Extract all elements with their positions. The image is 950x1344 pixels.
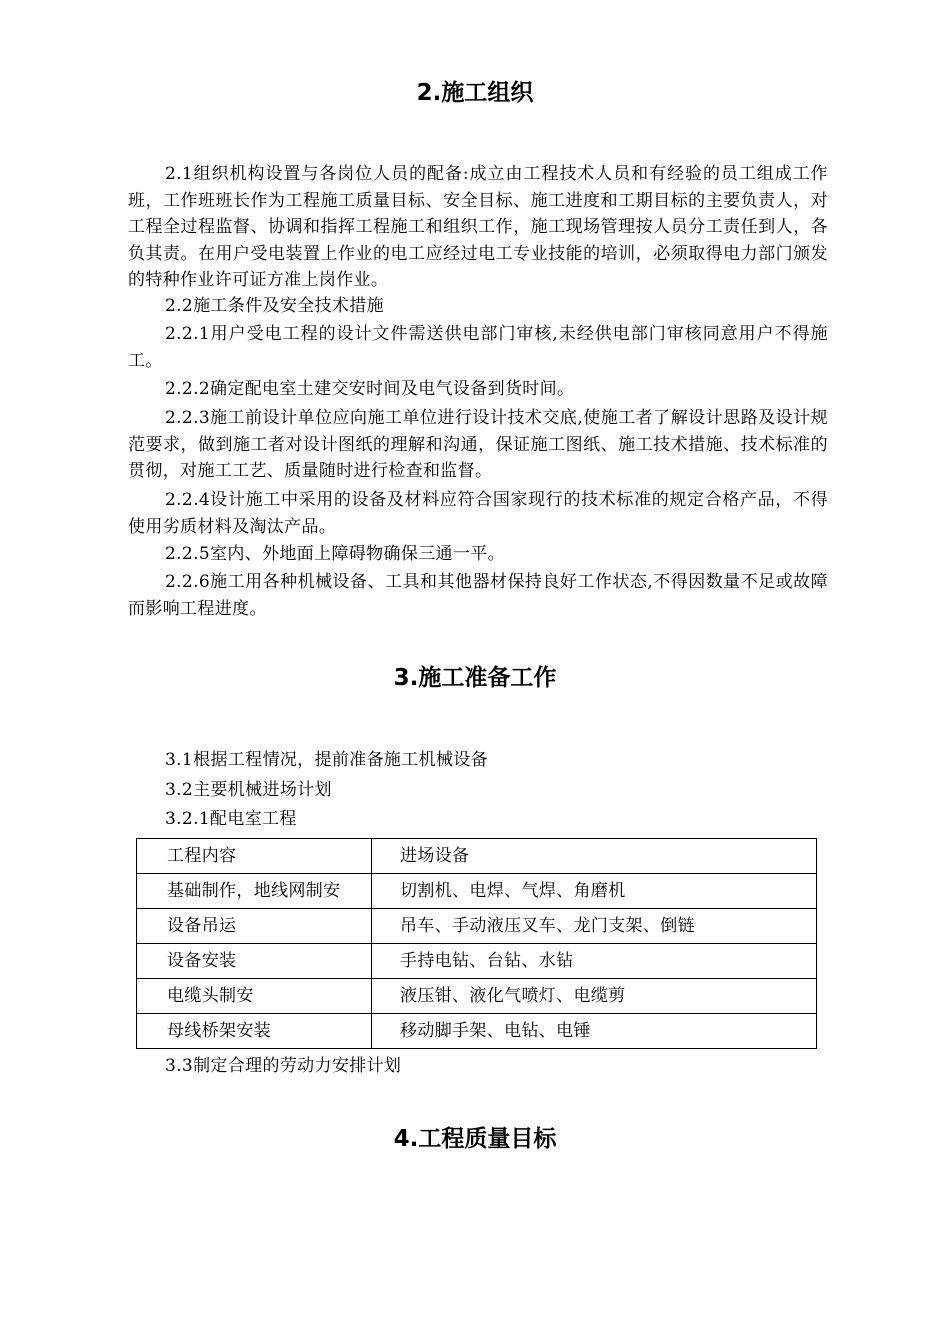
table-cell: 基础制作，地线网制安 (137, 874, 372, 909)
paragraph-2-2-1: 2.2.1用户受电工程的设计文件需送供电部门审核,未经供电部门审核同意用户不得施工。 (128, 324, 828, 371)
paragraph-2-2-4: 2.2.4设计施工中采用的设备及材料应符合国家现行的技术标准的规定合格产品，不得使用劣质材料及淘汰产品。 (128, 490, 828, 537)
paragraph-2-2-3: 2.2.3施工前设计单位应向施工单位进行设计技术交底,使施工者了解设计思路及设计规范要求，做到施工者对设计图纸的理解和沟通，保证施工图纸、施工技术措施、技术标准的贯彻，对施工工艺、质量随时进行检查和监督。 (128, 408, 828, 481)
paragraph-2-2-6: 2.2.6施工用各种机械设备、工具和其他器材保持良好工作状态,不得因数量不足或故障而影响工程进度。 (128, 572, 828, 619)
table-row (137, 1014, 817, 1049)
table-cell: 切割机、电焊、气焊、角磨机 (372, 874, 817, 909)
paragraph-2-1: 2.1组织机构设置与各岗位人员的配备:成立由工程技术人员和有经验的员工组成工作班，工作班班长作为工程施工质量目标、安全目标、施工进度和工期目标的主要负责人，对工程全过程监督、协调和指挥工程施工和组织工作，施工现场管理按人员分工责任到人，各负其责。在用户受电装置上作业的电工应经过电工专业技能的培训，必须取得电力部门颁发的特种作业许可证方准上岗作业。 (128, 164, 828, 290)
table-cell: 吊车、手动液压叉车、龙门支架、倒链 (372, 909, 817, 944)
paragraph-2-2: 2.2施工条件及安全技术措施 (165, 296, 384, 316)
line-3-2: 3.2主要机械进场计划 (165, 780, 332, 800)
table-cell: 设备安装 (137, 944, 372, 979)
line-3-3: 3.3制定合理的劳动力安排计划 (165, 1056, 402, 1076)
line-3-1: 3.1根据工程情况，提前准备施工机械设备 (165, 750, 489, 770)
table-header-cell: 工程内容 (137, 839, 372, 874)
section-4-heading: 4.工程质量目标 (393, 1126, 557, 1152)
table-row (137, 979, 817, 1014)
table-header-cell: 进场设备 (372, 839, 817, 874)
line-3-2-1: 3.2.1配电室工程 (165, 809, 297, 829)
section-2-heading: 2.施工组织 (416, 80, 534, 106)
table-cell: 母线桥架安装 (137, 1014, 372, 1049)
table-cell: 移动脚手架、电钻、电锤 (372, 1014, 817, 1049)
table-row (137, 874, 817, 909)
paragraph-2-2-5: 2.2.5室内、外地面上障碍物确保三通一平。 (165, 544, 505, 564)
paragraph-2-2-2: 2.2.2确定配电室土建交安时间及电气设备到货时间。 (165, 379, 575, 399)
equipment-table (136, 838, 817, 1049)
table-row (137, 944, 817, 979)
table-cell: 手持电钻、台钻、水钻 (372, 944, 817, 979)
table-cell: 电缆头制安 (137, 979, 372, 1014)
section-3-heading: 3.施工准备工作 (393, 665, 557, 691)
table-cell: 设备吊运 (137, 909, 372, 944)
table-row (137, 909, 817, 944)
table-cell: 液压钳、液化气喷灯、电缆剪 (372, 979, 817, 1014)
table-header-row (137, 839, 817, 874)
